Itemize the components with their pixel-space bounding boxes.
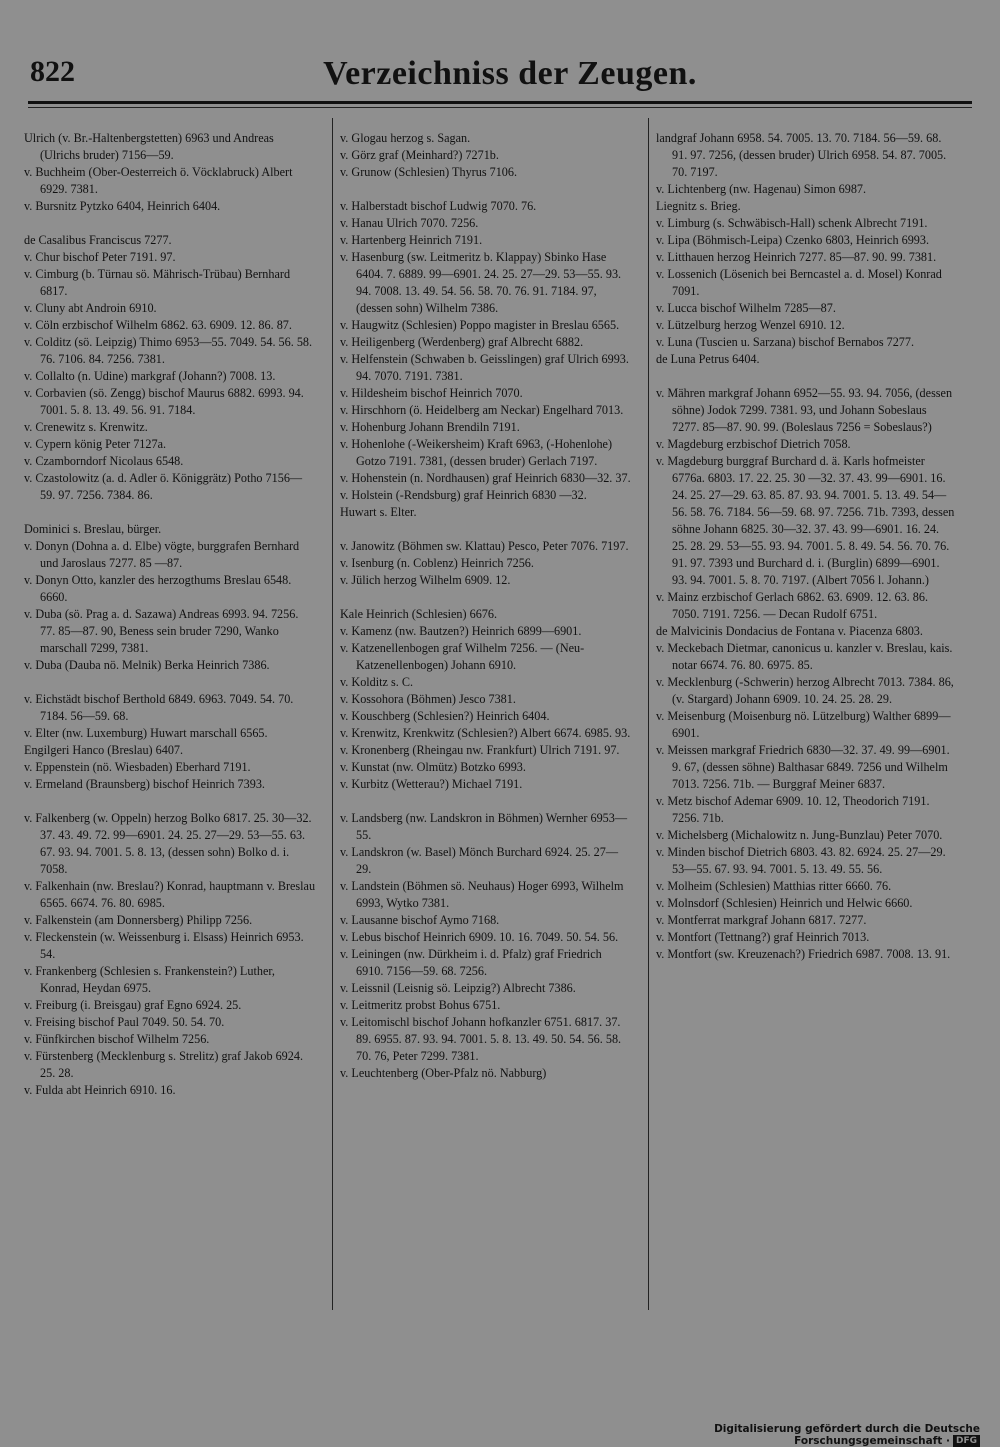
index-entry: v. Janowitz (Böhmen sw. Klattau) Pesco, Peter 7076. 7197. (340, 539, 629, 553)
header-rule-thick (28, 101, 972, 104)
index-entry: v. Hohenburg Johann Brendiln 7191. (340, 420, 520, 434)
index-entry: v. Montferrat markgraf Johann 6817. 7277. (656, 913, 867, 927)
index-entry: v. Fürstenberg (Mecklenburg s. Strelitz) graf Jakob 6924. 25. 28. (24, 1049, 304, 1080)
index-entry: v. Eichstädt bischof Berthold 6849. 6963. 7049. 54. 70. 7184. 56—59. 68. (24, 692, 294, 723)
index-entry: Engilgeri Hanco (Breslau) 6407. (24, 743, 184, 757)
index-entry: v. Cluny abt Androin 6910. (24, 301, 157, 315)
index-entry: v. Leitomischl bischof Johann hofkanzler 6751. 6817. 37. 89. 6955. 87. 93. 94. 7001. 5. 8. 13. 49. 50. 54. 56. 58. 70. 76, Peter 7299. 7381. (340, 1015, 622, 1063)
column-divider-right (648, 118, 649, 1310)
index-entry: v. Donyn (Dohna a. d. Elbe) vögte, burggrafen Bernhard und Jaroslaus 7277. 85 —87. (24, 539, 300, 570)
index-entry: v. Fulda abt Heinrich 6910. 16. (24, 1083, 176, 1097)
index-entry: v. Cypern könig Peter 7127a. (24, 437, 167, 451)
index-entry: v. Metz bischof Ademar 6909. 10. 12, Theodorich 7191. 7256. 71b. (656, 794, 930, 825)
index-entry: v. Chur bischof Peter 7191. 97. (24, 250, 176, 264)
index-entry: v. Czastolowitz (a. d. Adler ö. Königgrätz) Potho 7156—59. 97. 7256. 7384. 86. (24, 471, 303, 502)
index-entry: v. Corbavien (sö. Zengg) bischof Maurus 6882. 6993. 94. 7001. 5. 8. 13. 49. 56. 91. 7184. (24, 386, 304, 417)
index-entry: v. Lebus bischof Heinrich 6909. 10. 16. 7049. 50. 54. 56. (340, 930, 619, 944)
index-entry: v. Hanau Ulrich 7070. 7256. (340, 216, 479, 230)
index-column-1 (24, 130, 316, 1099)
index-entry: v. Duba (Dauba nö. Melnik) Berka Heinrich 7386. (24, 658, 270, 672)
index-entry: v. Leiningen (nw. Dürkheim i. d. Pfalz) graf Friedrich 6910. 7156—59. 68. 7256. (340, 947, 602, 978)
index-column-2 (340, 130, 632, 1082)
index-entry: v. Lucca bischof Wilhelm 7285—87. (656, 301, 836, 315)
index-column-3 (656, 130, 956, 963)
index-entry: v. Kamenz (nw. Bautzen?) Heinrich 6899—6901. (340, 624, 582, 638)
index-entry: v. Lichtenberg (nw. Hagenau) Simon 6987. (656, 182, 867, 196)
index-entry: v. Molnsdorf (Schlesien) Heinrich und Helwic 6660. (656, 896, 913, 910)
index-entry: v. Kurbitz (Wetterau?) Michael 7191. (340, 777, 523, 791)
index-entry: v. Donyn Otto, kanzler des herzogthums Breslau 6548. 6660. (24, 573, 292, 604)
index-entry: v. Kunstat (nw. Olmütz) Botzko 6993. (340, 760, 526, 774)
index-entry: v. Colditz (sö. Leipzig) Thimo 6953—55. 7049. 54. 56. 58. 76. 7106. 84. 7256. 7381. (24, 335, 313, 366)
index-entry: v. Hasenburg (sw. Leitmeritz b. Klappay) Sbinko Hase 6404. 7. 6889. 99—6901. 24. 25. 27—29. 53—55. 93. 94. 7008. 13. 49. 54. 56. 58. 70. 76. 91. 7184. 97, (dessen sohn) Wilhelm 7386. (340, 250, 622, 315)
index-entry: v. Landskron (w. Basel) Mönch Burchard 6924. 25. 27—29. (340, 845, 619, 876)
index-entry: v. Molheim (Schlesien) Matthias ritter 6660. 76. (656, 879, 892, 893)
index-entry: v. Montfort (Tettnang?) graf Heinrich 7013. (656, 930, 870, 944)
index-entry: v. Duba (sö. Prag a. d. Sazawa) Andreas 6993. 94. 7256. 77. 85—87. 90, Beness sein bruder 7290, Wanko marschall 7299, 7381. (24, 607, 299, 655)
dfg-logo: DFG (953, 1435, 980, 1447)
index-entry: v. Crenewitz s. Krenwitz. (24, 420, 148, 434)
index-entry: v. Hohenlohe (-Weikersheim) Kraft 6963, (-Hohenlohe) Gotzo 7191. 7381, (dessen bruder) Gerlach 7197. (340, 437, 613, 468)
index-entry: v. Hirschhorn (ö. Heidelberg am Neckar) Engelhard 7013. (340, 403, 624, 417)
index-entry: v. Minden bischof Dietrich 6803. 43. 82. 6924. 25. 27—29. 53—55. 67. 93. 94. 7001. 5. 13. 49. 55. 56. (656, 845, 946, 876)
index-entry: v. Leissnil (Leisnig sö. Leipzig?) Albrecht 7386. (340, 981, 576, 995)
index-entry: v. Collalto (n. Udine) markgraf (Johann?) 7008. 13. (24, 369, 276, 383)
index-entry: v. Kronenberg (Rheingau nw. Frankfurt) Ulrich 7191. 97. (340, 743, 620, 757)
index-entry: v. Elter (nw. Luxemburg) Huwart marschall 6565. (24, 726, 268, 740)
index-entry: de Malvicinis Dondacius de Fontana v. Piacenza 6803. (656, 624, 923, 638)
column-divider-left (332, 118, 333, 1310)
index-entry: v. Krenwitz, Krenkwitz (Schlesien?) Albert 6674. 6985. 93. (340, 726, 631, 740)
index-entry: v. Görz graf (Meinhard?) 7271b. (340, 148, 499, 162)
index-entry: v. Haugwitz (Schlesien) Poppo magister in Breslau 6565. (340, 318, 620, 332)
index-entry: v. Hildesheim bischof Heinrich 7070. (340, 386, 523, 400)
index-entry: v. Leitmeritz probst Bohus 6751. (340, 998, 501, 1012)
index-entry: v. Mecklenburg (-Schwerin) herzog Albrecht 7013. 7384. 86, (v. Stargard) Johann 6909. 10. 24. 25. 28. 29. (656, 675, 954, 706)
index-entry: v. Freising bischof Paul 7049. 50. 54. 70. (24, 1015, 225, 1029)
index-entry: v. Falkenberg (w. Oppeln) herzog Bolko 6817. 25. 30—32. 37. 43. 49. 72. 99—6901. 24. 25. 27—29. 53—55. 63. 67. 93. 94. 7001. 5. 8. 13, (dessen sohn) Bolko d. i. 7058. (24, 811, 312, 876)
index-entry: v. Montfort (sw. Kreuzenach?) Friedrich 6987. 7008. 13. 91. (656, 947, 951, 961)
index-entry: v. Isenburg (n. Coblenz) Heinrich 7256. (340, 556, 534, 570)
index-entry: v. Buchheim (Ober-Oesterreich ö. Vöcklabruck) Albert 6929. 7381. (24, 165, 293, 196)
index-entry: v. Czamborndorf Nicolaus 6548. (24, 454, 184, 468)
index-entry: Ulrich (v. Br.-Haltenbergstetten) 6963 und Andreas (Ulrichs bruder) 7156—59. (24, 131, 274, 162)
index-entry: Huwart s. Elter. (340, 505, 417, 519)
index-entry: v. Falkenhain (nw. Breslau?) Konrad, hauptmann v. Breslau 6565. 6674. 76. 80. 6985. (24, 879, 316, 910)
index-entry: v. Glogau herzog s. Sagan. (340, 131, 471, 145)
index-entry: v. Meisenburg (Moisenburg nö. Lützelburg) Walther 6899—6901. (656, 709, 951, 740)
index-entry: v. Mähren markgraf Johann 6952—55. 93. 94. 7056, (dessen söhne) Jodok 7299. 7381. 93, und Johann Sobeslaus 7277. 85—87. 90. 99. (Boleslaus 7256 = Sobeslaus?) (656, 386, 953, 434)
index-entry: v. Lausanne bischof Aymo 7168. (340, 913, 500, 927)
index-entry: v. Holstein (-Rendsburg) graf Heinrich 6830 —32. (340, 488, 587, 502)
index-entry: v. Leuchtenberg (Ober-Pfalz nö. Nabburg) (340, 1066, 547, 1080)
index-entry: v. Eppenstein (nö. Wiesbaden) Eberhard 7191. (24, 760, 251, 774)
index-entry: v. Mainz erzbischof Gerlach 6862. 63. 6909. 12. 63. 86. 7050. 7191. 7256. — Decan Rudolf 6751. (656, 590, 929, 621)
index-entry: de Luna Petrus 6404. (656, 352, 760, 366)
index-entry: v. Lossenich (Lösenich bei Berncastel a. d. Mosel) Konrad 7091. (656, 267, 942, 298)
index-entry: v. Halberstadt bischof Ludwig 7070. 76. (340, 199, 537, 213)
index-entry: v. Grunow (Schlesien) Thyrus 7106. (340, 165, 518, 179)
index-entry: v. Frankenberg (Schlesien s. Frankenstein?) Luther, Konrad, Heydan 6975. (24, 964, 275, 995)
index-entry: v. Fleckenstein (w. Weissenburg i. Elsass) Heinrich 6953. 54. (24, 930, 304, 961)
index-entry: v. Landsberg (nw. Landskron in Böhmen) Wernher 6953—55. (340, 811, 628, 842)
digitization-footer (590, 1423, 980, 1447)
index-entry: v. Freiburg (i. Breisgau) graf Egno 6924. 25. (24, 998, 242, 1012)
index-entry: v. Helfenstein (Schwaben b. Geisslingen) graf Ulrich 6993. 94. 7070. 7191. 7381. (340, 352, 629, 383)
index-entry: v. Kolditz s. C. (340, 675, 414, 689)
header-rule-thin (28, 107, 972, 108)
index-entry: v. Litthauen herzog Heinrich 7277. 85—87. 90. 99. 7381. (656, 250, 937, 264)
index-entry: v. Kouschberg (Schlesien?) Heinrich 6404. (340, 709, 550, 723)
index-entry: Liegnitz s. Brieg. (656, 199, 741, 213)
footer-text: Digitalisierung gefördert durch die Deutsche Forschungsgemeinschaft · (714, 1423, 980, 1447)
index-entry: v. Heiligenberg (Werdenberg) graf Albrecht 6882. (340, 335, 584, 349)
index-entry: v. Hartenberg Heinrich 7191. (340, 233, 483, 247)
index-entry: v. Lipa (Böhmisch-Leipa) Czenko 6803, Heinrich 6993. (656, 233, 930, 247)
index-entry: v. Fünfkirchen bischof Wilhelm 7256. (24, 1032, 210, 1046)
index-entry: v. Bursnitz Pytzko 6404, Heinrich 6404. (24, 199, 221, 213)
index-entry: v. Limburg (s. Schwäbisch-Hall) schenk Albrecht 7191. (656, 216, 928, 230)
index-entry: v. Meissen markgraf Friedrich 6830—32. 37. 49. 99—6901. 9. 67, (dessen söhne) Balthasar 6849. 7256 und Wilhelm 7013. 7256. 71b. — Burggraf Meiner 6837. (656, 743, 950, 791)
index-entry: v. Kossohora (Böhmen) Jesco 7381. (340, 692, 516, 706)
page-title: Verzeichniss der Zeugen. (323, 55, 697, 92)
index-entry: v. Michelsberg (Michalowitz n. Jung-Bunzlau) Peter 7070. (656, 828, 943, 842)
index-entry: v. Hohenstein (n. Nordhausen) graf Heinrich 6830—32. 37. (340, 471, 631, 485)
index-entry: de Casalibus Franciscus 7277. (24, 233, 172, 247)
index-entry: v. Falkenstein (am Donnersberg) Philipp 7256. (24, 913, 253, 927)
index-entry: v. Landstein (Böhmen sö. Neuhaus) Hoger 6993, Wilhelm 6993, Wytko 7381. (340, 879, 624, 910)
index-entry: v. Katzenellenbogen graf Wilhelm 7256. — (Neu-Katzenellenbogen) Johann 6910. (340, 641, 585, 672)
index-entry: v. Cimburg (b. Türnau sö. Mährisch-Trübau) Bernhard 6817. (24, 267, 291, 298)
page-number: 822 (30, 55, 75, 88)
index-entry: v. Magdeburg erzbischof Dietrich 7058. (656, 437, 851, 451)
page-header (0, 0, 1000, 100)
index-entry: Dominici s. Breslau, bürger. (24, 522, 162, 536)
index-entry: Kale Heinrich (Schlesien) 6676. (340, 607, 498, 621)
index-entry: v. Meckebach Dietmar, canonicus u. kanzler v. Breslau, kais. notar 6674. 76. 80. 6975. 85. (656, 641, 953, 672)
index-entry: v. Luna (Tuscien u. Sarzana) bischof Bernabos 7277. (656, 335, 915, 349)
index-entry: v. Lützelburg herzog Wenzel 6910. 12. (656, 318, 845, 332)
index-entry: v. Magdeburg burggraf Burchard d. ä. Karls hofmeister 6776a. 6803. 17. 22. 25. 30 —32. 37. 43. 99—6901. 16. 24. 25. 27—29. 63. 85. 87. 93. 94. 7001. 5. 13. 49. 54—56. 58. 76. 7184. 56—59. 68. 97. 7256. 71b. 7393, dessen söhne Johann 6825. 30—32. 37. 43. 99—6901. 16. 24. 25. 28. 29. 53—55. 93. 94. 7001. 5. 8. 49. 54. 56. 70. 76. 91. 97. 7393 und Burchard d. i. (Burglin) 6899—6901. 93. 94. 7001. 5. 8. 70. 7197. (Albert 7056 l. Johann.) (656, 454, 955, 587)
index-entry: v. Jülich herzog Wilhelm 6909. 12. (340, 573, 511, 587)
index-entry: v. Ermeland (Braunsberg) bischof Heinrich 7393. (24, 777, 265, 791)
index-entry: v. Cöln erzbischof Wilhelm 6862. 63. 6909. 12. 86. 87. (24, 318, 292, 332)
index-entry: landgraf Johann 6958. 54. 7005. 13. 70. 7184. 56—59. 68. 91. 97. 7256, (dessen bruder) Ulrich 6958. 54. 87. 7005. 70. 7197. (656, 131, 947, 179)
